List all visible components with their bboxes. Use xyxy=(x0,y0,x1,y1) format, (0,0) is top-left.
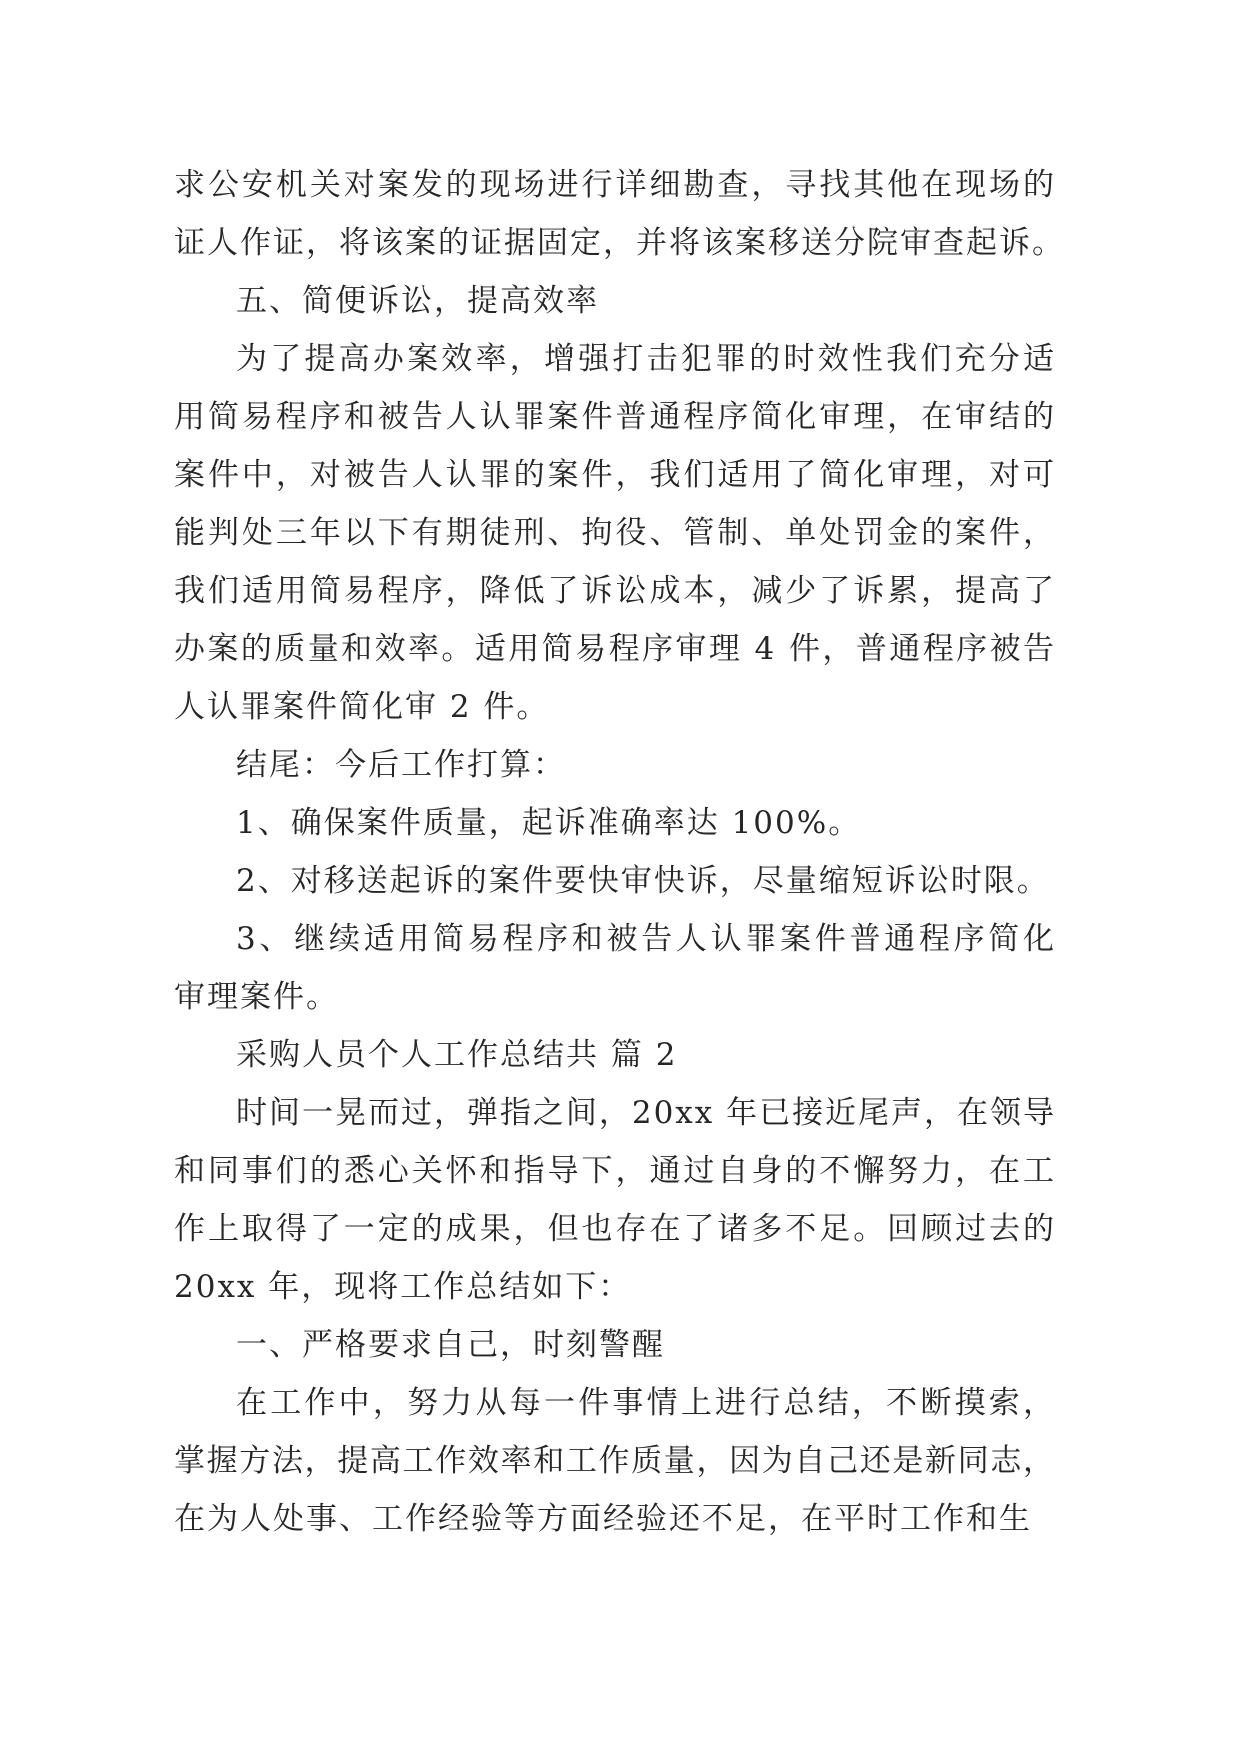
paragraph xyxy=(174,156,1065,272)
text-line-content: 案件中，对被告人认罪的案件，我们适用了简化审理，对可 xyxy=(174,457,1057,493)
text-line xyxy=(174,1258,1054,1316)
text-line-content: 人认罪案件简化审 2 件。 xyxy=(174,689,550,725)
text-line-content: 时间一晃而过，弹指之间，20xx 年已接近尾声，在领导 xyxy=(236,1095,1056,1131)
text-line-content: 用简易程序和被告人认罪案件普通程序简化审理，在审结的 xyxy=(174,399,1057,435)
paragraph xyxy=(174,272,1054,330)
text-line xyxy=(174,330,1058,388)
text-line-content: 2、对移送起诉的案件要快审快诉，尽量缩短诉讼时限。 xyxy=(236,863,1050,899)
text-line-content: 为了提高办案效率，增强打击犯罪的时效性我们充分适 xyxy=(236,341,1058,377)
text-line xyxy=(174,968,1054,1026)
text-line-content: 掌握方法，提高工作效率和工作质量，因为自己还是新同志， xyxy=(174,1443,1056,1479)
text-line-content: 证人作证，将该案的证据固定，并将该案移送分院审查起诉。 xyxy=(174,225,1065,261)
text-line-content: 在工作中，努力从每一件事情上进行总结，不断摸索， xyxy=(236,1385,1058,1421)
paragraph xyxy=(174,794,1054,852)
text-line xyxy=(174,620,1057,678)
text-line xyxy=(174,1374,1058,1432)
text-line-content: 3、继续适用简易程序和被告人认罪案件普通程序简化 xyxy=(236,921,1058,957)
text-line xyxy=(174,562,1057,620)
text-line xyxy=(174,388,1057,446)
text-line xyxy=(174,910,1058,968)
text-line-content: 和同事们的悉心关怀和指导下，通过自身的不懈努力，在工 xyxy=(174,1153,1057,1189)
paragraph xyxy=(174,852,1054,910)
text-line-content: 20xx 年，现将工作总结如下： xyxy=(174,1269,632,1305)
text-line xyxy=(174,1084,1054,1142)
text-line-content: 审理案件。 xyxy=(174,979,339,1015)
paragraph xyxy=(174,910,1058,1026)
text-line xyxy=(174,272,1054,330)
text-line-content: 五、简便诉讼，提高效率 xyxy=(236,283,599,319)
text-line xyxy=(174,214,1065,272)
text-line xyxy=(174,1026,1054,1084)
text-line xyxy=(174,736,1054,794)
text-line-content: 采购人员个人工作总结共 篇 2 xyxy=(236,1037,678,1073)
text-line xyxy=(174,156,1057,214)
paragraph xyxy=(174,1084,1057,1316)
text-line-content: 作上取得了一定的成果，但也存在了诸多不足。回顾过去的 xyxy=(174,1211,1057,1247)
text-line-content: 求公安机关对案发的现场进行详细勘查，寻找其他在现场的 xyxy=(174,167,1057,203)
paragraph xyxy=(174,1316,1054,1374)
text-line xyxy=(174,1200,1057,1258)
text-line-content: 1、确保案件质量，起诉准确率达 100%。 xyxy=(236,805,862,841)
text-line-content: 在为人处事、工作经验等方面经验还不足，在平时工作和生 xyxy=(174,1501,1032,1537)
text-line xyxy=(174,1490,1054,1548)
text-line-content: 我们适用简易程序，降低了诉讼成本，减少了诉累，提高了 xyxy=(174,573,1057,609)
text-line xyxy=(174,504,1057,562)
text-line-content: 能判处三年以下有期徒刑、拘役、管制、单处罚金的案件， xyxy=(174,515,1057,551)
text-line-content: 一、严格要求自己，时刻警醒 xyxy=(236,1327,665,1363)
text-line-content: 办案的质量和效率。适用简易程序审理 4 件，普通程序被告 xyxy=(174,631,1057,667)
text-line xyxy=(174,794,1054,852)
text-line-content: 结尾：今后工作打算： xyxy=(236,747,566,783)
text-line xyxy=(174,678,1054,736)
paragraph xyxy=(174,330,1058,736)
paragraph xyxy=(174,1026,1054,1084)
text-line xyxy=(174,852,1054,910)
paragraph xyxy=(174,1374,1058,1548)
text-line xyxy=(174,446,1057,504)
text-line xyxy=(174,1316,1054,1374)
paragraph xyxy=(174,736,1054,794)
text-line xyxy=(174,1432,1054,1490)
text-line xyxy=(174,1142,1057,1200)
document-body xyxy=(174,156,1065,1548)
